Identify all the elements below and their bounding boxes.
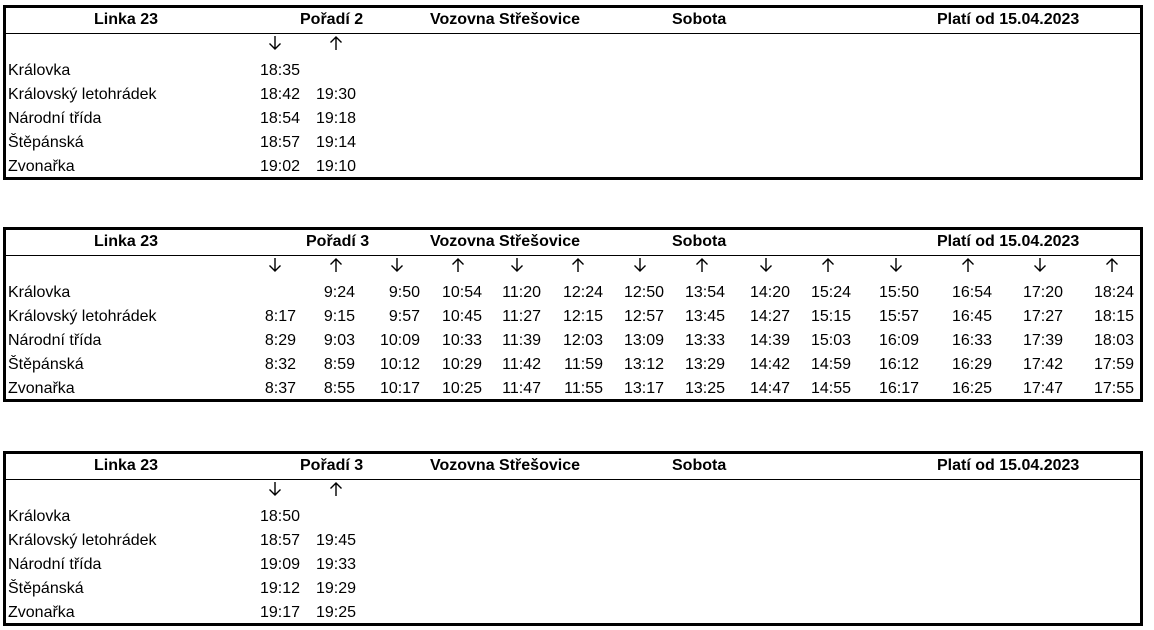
- direction-down-icon: [886, 257, 906, 273]
- stop-name: Královský letohrádek: [8, 532, 157, 549]
- departure-time: 14:20: [749, 284, 790, 301]
- departure-time: 9:24: [323, 284, 355, 301]
- run-order-label: Pořadí 2: [300, 11, 364, 28]
- departure-time: 12:57: [623, 308, 664, 325]
- departure-time: 19:10: [315, 158, 356, 175]
- departure-time: 14:55: [810, 380, 851, 397]
- stop-name: Národní třída: [8, 332, 102, 349]
- valid-from-label: Platí od 15.04.2023: [937, 11, 1080, 28]
- valid-from-label: Platí od 15.04.2023: [937, 457, 1080, 474]
- departure-time: 17:27: [1022, 308, 1063, 325]
- departure-time: 14:42: [749, 356, 790, 373]
- departure-time: 8:55: [323, 380, 355, 397]
- depot-label: Vozovna Střešovice: [430, 11, 580, 28]
- direction-down-icon: [756, 257, 776, 273]
- departure-time: 12:03: [562, 332, 603, 349]
- timetable-header: [6, 230, 1140, 256]
- departure-time: 19:45: [315, 532, 356, 549]
- departure-time: 8:37: [264, 380, 296, 397]
- direction-down-icon: [630, 257, 650, 273]
- day-label: Sobota: [672, 457, 727, 474]
- direction-down-icon: [1030, 257, 1050, 273]
- departure-time: 16:25: [951, 380, 992, 397]
- direction-row: [6, 481, 1140, 503]
- stop-name: Zvonařka: [8, 380, 75, 397]
- departure-time: 10:25: [441, 380, 482, 397]
- stop-name: Královka: [8, 508, 71, 525]
- departure-time: 18:42: [259, 86, 300, 103]
- direction-up-icon: [692, 257, 712, 273]
- timetable-header: [6, 454, 1140, 480]
- departure-time: 9:50: [388, 284, 420, 301]
- departure-time: 12:50: [623, 284, 664, 301]
- departure-time: 8:32: [264, 356, 296, 373]
- departure-time: 19:33: [315, 556, 356, 573]
- stop-row: [6, 377, 1140, 401]
- departure-time: 12:24: [562, 284, 603, 301]
- departure-time: 16:17: [878, 380, 919, 397]
- departure-time: 13:25: [684, 380, 725, 397]
- direction-down-icon: [387, 257, 407, 273]
- stop-row: [6, 131, 1140, 155]
- timetable-block: [3, 227, 1143, 402]
- departure-time: 10:12: [379, 356, 420, 373]
- departure-time: 13:17: [623, 380, 664, 397]
- stop-name: Královka: [8, 62, 71, 79]
- stop-row: [6, 281, 1140, 305]
- departure-time: 9:15: [323, 308, 355, 325]
- departure-time: 17:20: [1022, 284, 1063, 301]
- departure-time: 13:45: [684, 308, 725, 325]
- direction-up-icon: [958, 257, 978, 273]
- departure-time: 15:15: [810, 308, 851, 325]
- direction-up-icon: [326, 35, 346, 51]
- timetable-block: [3, 451, 1143, 626]
- departure-time: 17:59: [1093, 356, 1134, 373]
- stop-name: Národní třída: [8, 110, 102, 127]
- depot-label: Vozovna Střešovice: [430, 233, 580, 250]
- departure-time: 16:54: [951, 284, 992, 301]
- departure-time: 19:09: [259, 556, 300, 573]
- departure-time: 18:50: [259, 508, 300, 525]
- stop-row: [6, 505, 1140, 529]
- stop-name: Královský letohrádek: [8, 86, 157, 103]
- departure-time: 19:17: [259, 604, 300, 621]
- departure-time: 10:17: [379, 380, 420, 397]
- departure-time: 13:54: [684, 284, 725, 301]
- direction-up-icon: [326, 481, 346, 497]
- direction-up-icon: [568, 257, 588, 273]
- departure-time: 11:42: [502, 356, 541, 373]
- stop-name: Štěpánská: [8, 356, 84, 373]
- departure-time: 11:39: [502, 332, 541, 349]
- timetable-header: [6, 8, 1140, 34]
- stop-name: Národní třída: [8, 556, 102, 573]
- direction-up-icon: [1102, 257, 1122, 273]
- direction-down-icon: [265, 481, 285, 497]
- departure-time: 10:54: [441, 284, 482, 301]
- departure-time: 18:15: [1093, 308, 1134, 325]
- departure-time: 15:50: [878, 284, 919, 301]
- departure-time: 19:29: [315, 580, 356, 597]
- departure-time: 18:03: [1093, 332, 1134, 349]
- stop-row: [6, 83, 1140, 107]
- departure-time: 17:55: [1093, 380, 1134, 397]
- stop-row: [6, 107, 1140, 131]
- stop-row: [6, 329, 1140, 353]
- departure-time: 17:39: [1022, 332, 1063, 349]
- stop-row: [6, 305, 1140, 329]
- stop-row: [6, 155, 1140, 179]
- departure-time: 16:09: [878, 332, 919, 349]
- departure-time: 14:47: [749, 380, 790, 397]
- departure-time: 19:18: [315, 110, 356, 127]
- departure-time: 9:03: [323, 332, 355, 349]
- departure-time: 9:57: [388, 308, 420, 325]
- line-label: Linka 23: [94, 233, 159, 250]
- departure-time: 19:30: [315, 86, 356, 103]
- run-order-label: Pořadí 3: [306, 233, 370, 250]
- departure-time: 13:33: [684, 332, 725, 349]
- departure-time: 14:27: [749, 308, 790, 325]
- departure-time: 16:12: [878, 356, 919, 373]
- stop-name: Štěpánská: [8, 580, 84, 597]
- departure-time: 13:29: [684, 356, 725, 373]
- departure-time: 11:27: [502, 308, 541, 325]
- direction-up-icon: [326, 257, 346, 273]
- departure-time: 14:59: [810, 356, 851, 373]
- departure-time: 10:45: [441, 308, 482, 325]
- departure-time: 19:02: [259, 158, 300, 175]
- departure-time: 18:57: [259, 134, 300, 151]
- direction-row: [6, 35, 1140, 57]
- line-label: Linka 23: [94, 457, 159, 474]
- direction-up-icon: [818, 257, 838, 273]
- line-label: Linka 23: [94, 11, 159, 28]
- direction-down-icon: [265, 257, 285, 273]
- stop-row: [6, 553, 1140, 577]
- departure-time: 11:55: [564, 380, 603, 397]
- departure-time: 18:54: [259, 110, 300, 127]
- departure-time: 19:12: [259, 580, 300, 597]
- departure-time: 8:29: [264, 332, 296, 349]
- departure-time: 15:57: [878, 308, 919, 325]
- run-order-label: Pořadí 3: [300, 457, 364, 474]
- departure-time: 11:20: [502, 284, 541, 301]
- stop-name: Zvonařka: [8, 604, 75, 621]
- departure-time: 13:09: [623, 332, 664, 349]
- departure-time: 18:24: [1093, 284, 1134, 301]
- direction-down-icon: [507, 257, 527, 273]
- valid-from-label: Platí od 15.04.2023: [937, 233, 1080, 250]
- departure-time: 11:47: [502, 380, 541, 397]
- departure-time: 14:39: [749, 332, 790, 349]
- departure-time: 16:29: [951, 356, 992, 373]
- stop-row: [6, 353, 1140, 377]
- departure-time: 15:03: [810, 332, 851, 349]
- departure-time: 10:09: [379, 332, 420, 349]
- departure-time: 11:59: [564, 356, 603, 373]
- timetable-block: [3, 5, 1143, 180]
- stop-row: [6, 59, 1140, 83]
- departure-time: 16:45: [951, 308, 992, 325]
- departure-time: 12:15: [562, 308, 603, 325]
- stop-row: [6, 577, 1140, 601]
- day-label: Sobota: [672, 233, 727, 250]
- stop-name: Štěpánská: [8, 134, 84, 151]
- direction-down-icon: [265, 35, 285, 51]
- stop-name: Královka: [8, 284, 71, 301]
- departure-time: 10:33: [441, 332, 482, 349]
- departure-time: 16:33: [951, 332, 992, 349]
- stop-row: [6, 601, 1140, 625]
- departure-time: 10:29: [441, 356, 482, 373]
- departure-time: 18:57: [259, 532, 300, 549]
- departure-time: 19:25: [315, 604, 356, 621]
- stop-name: Zvonařka: [8, 158, 75, 175]
- stop-name: Královský letohrádek: [8, 308, 157, 325]
- departure-time: 8:59: [323, 356, 355, 373]
- direction-row: [6, 257, 1140, 279]
- direction-up-icon: [448, 257, 468, 273]
- depot-label: Vozovna Střešovice: [430, 457, 580, 474]
- departure-time: 17:47: [1022, 380, 1063, 397]
- departure-time: 19:14: [315, 134, 356, 151]
- departure-time: 13:12: [623, 356, 664, 373]
- departure-time: 15:24: [810, 284, 851, 301]
- departure-time: 17:42: [1022, 356, 1063, 373]
- stop-row: [6, 529, 1140, 553]
- day-label: Sobota: [672, 11, 727, 28]
- departure-time: 8:17: [264, 308, 296, 325]
- departure-time: 18:35: [259, 62, 300, 79]
